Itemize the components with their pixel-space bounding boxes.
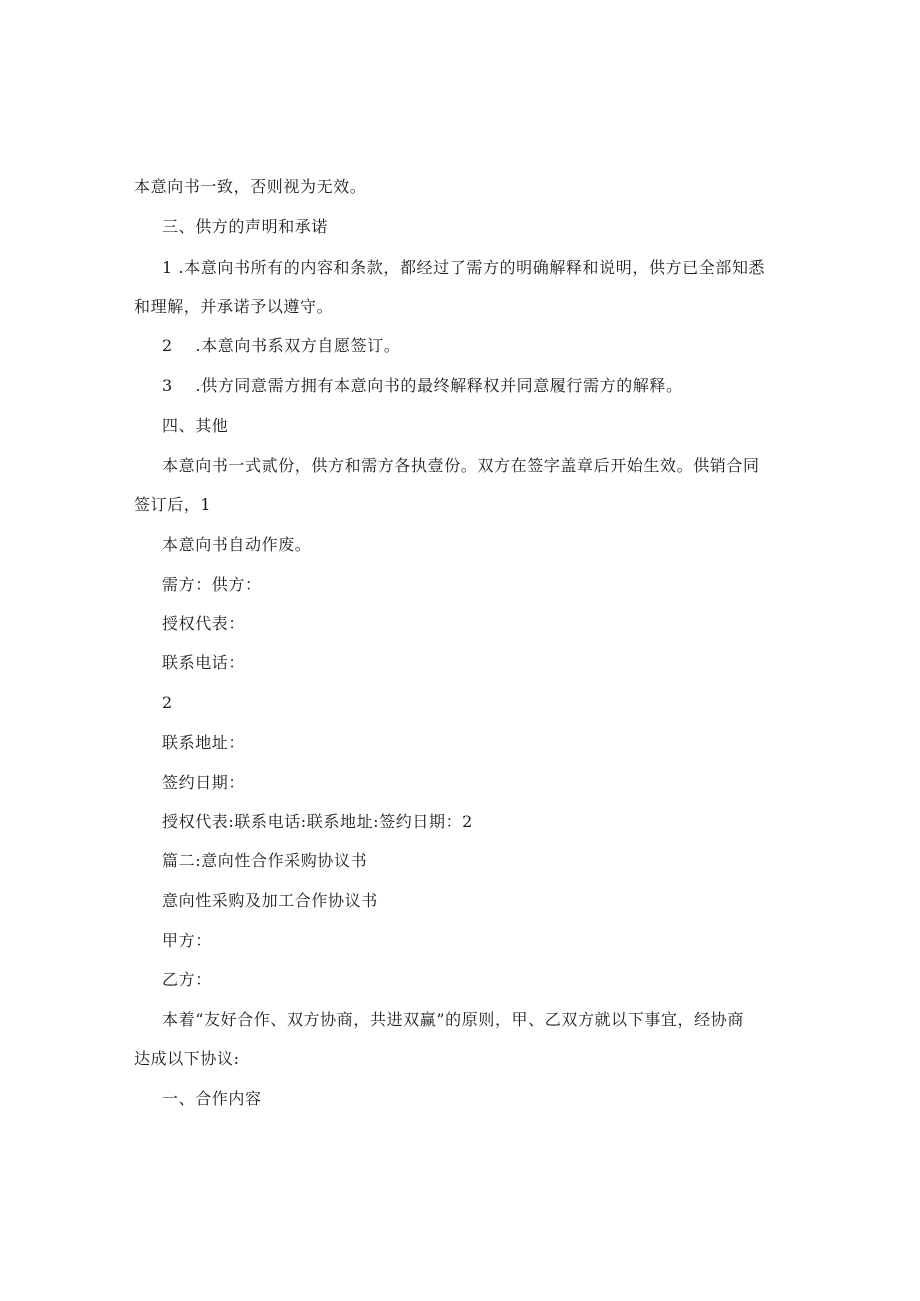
section-heading: 三、供方的声明和承诺 xyxy=(162,217,329,236)
text-line: 2 .本意向书系双方自愿签订。 xyxy=(162,336,401,355)
text-line: 1 .本意向书所有的内容和条款，都经过了需方的明确解释和说明，供方已全部知悉 xyxy=(162,258,766,277)
section-heading: 一、合作内容 xyxy=(162,1089,262,1108)
signature-label: 需方：供方： xyxy=(162,575,262,594)
party-label: 甲方： xyxy=(162,931,212,950)
text-line: 本意向书自动作废。 xyxy=(162,535,312,554)
text-line: 达成以下协议: xyxy=(134,1049,240,1068)
document-title: 意向性采购及加工合作协议书 xyxy=(162,891,378,910)
signature-label: 联系电话： xyxy=(162,653,246,672)
chapter-title: 篇二:意向性合作采购协议书 xyxy=(162,851,368,870)
party-label: 乙方： xyxy=(162,970,212,989)
text-line: 授权代表:联系电话:联系地址:签约日期：2 xyxy=(162,812,473,831)
text-line: 本意向书一致，否则视为无效。 xyxy=(134,177,367,196)
signature-label: 授权代表： xyxy=(162,614,246,633)
text-line: 签订后，1 xyxy=(134,495,212,514)
text-line: 3 .供方同意需方拥有本意向书的最终解释权并同意履行需方的解释。 xyxy=(162,376,683,395)
text-line: 本着“友好合作、双方协商，共进双赢”的原则，甲、乙双方就以下事宜，经协商 xyxy=(162,1010,744,1029)
text-line: 2 xyxy=(162,693,173,712)
signature-label: 签约日期： xyxy=(162,773,246,792)
signature-label: 联系地址： xyxy=(162,733,246,752)
text-line: 本意向书一式贰份，供方和需方各执壹份。双方在签字盖章后开始生效。供销合同 xyxy=(162,456,760,475)
section-heading: 四、其他 xyxy=(162,416,229,435)
text-line: 和理解，并承诺予以遵守。 xyxy=(134,297,334,316)
